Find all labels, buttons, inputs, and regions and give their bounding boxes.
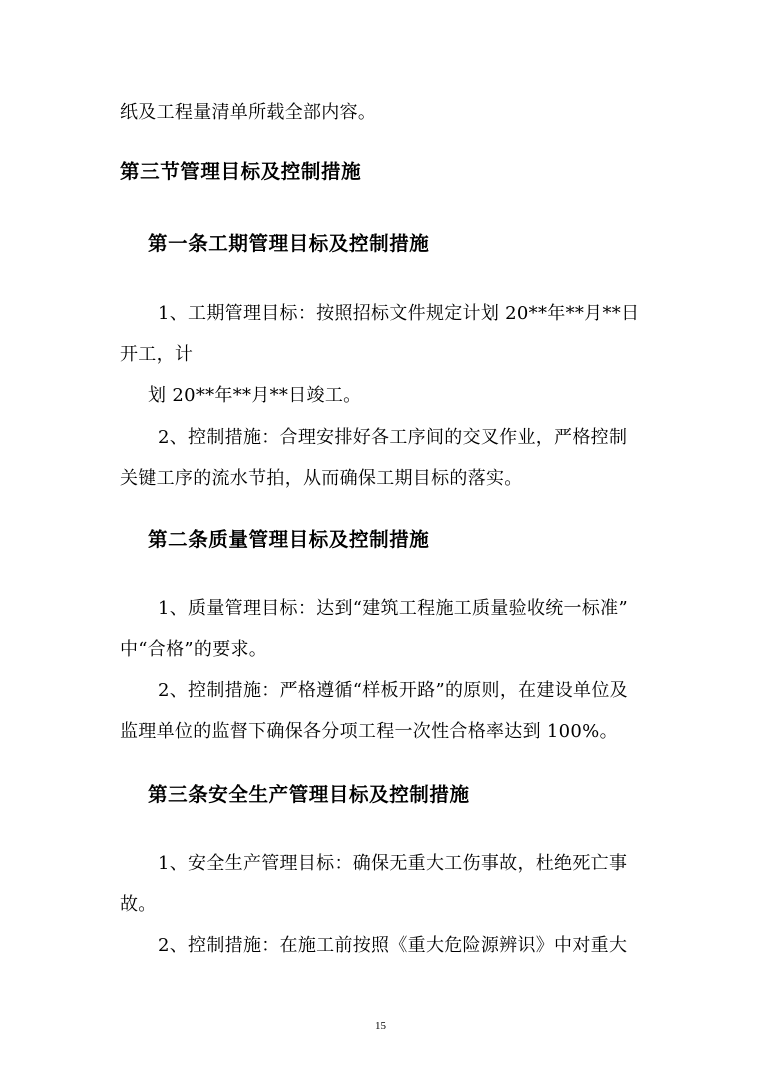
page-number: 15 xyxy=(375,1020,386,1032)
body-text-line: 2、控制措施：严格遵循“样板开路”的原则，在建设单位及 xyxy=(158,680,628,701)
body-text-line: 监理单位的监督下确保各分项工程一次性合格率达到 100%。 xyxy=(120,721,618,742)
body-text-line: 关键工序的流水节拍，从而确保工期目标的落实。 xyxy=(120,468,523,489)
body-text-line: 纸及工程量清单所载全部内容。 xyxy=(120,102,377,123)
article-heading: 第一条工期管理目标及控制措施 xyxy=(148,232,430,255)
section-heading: 第三节管理目标及控制措施 xyxy=(120,160,362,183)
body-text-line: 中“合格”的要求。 xyxy=(120,639,268,660)
article-heading: 第二条质量管理目标及控制措施 xyxy=(148,528,430,551)
body-text-line: 开工，计 xyxy=(120,344,194,365)
article-heading: 第三条安全生产管理目标及控制措施 xyxy=(148,783,470,806)
body-text-line: 2、控制措施：合理安排好各工序间的交叉作业，严格控制 xyxy=(158,427,628,448)
body-text-line: 1、质量管理目标：达到“建筑工程施工质量验收统一标准” xyxy=(158,598,628,619)
body-text-line: 划 20**年**月**日竣工。 xyxy=(148,385,362,406)
body-text-line: 1、工期管理目标：按照招标文件规定计划 20**年**月**日 xyxy=(158,303,640,324)
body-text-line: 1、安全生产管理目标：确保无重大工伤事故，杜绝死亡事 xyxy=(158,853,628,874)
body-text-line: 故。 xyxy=(120,894,157,915)
body-text-line: 2、控制措施：在施工前按照《重大危险源辨识》中对重大 xyxy=(158,935,628,956)
